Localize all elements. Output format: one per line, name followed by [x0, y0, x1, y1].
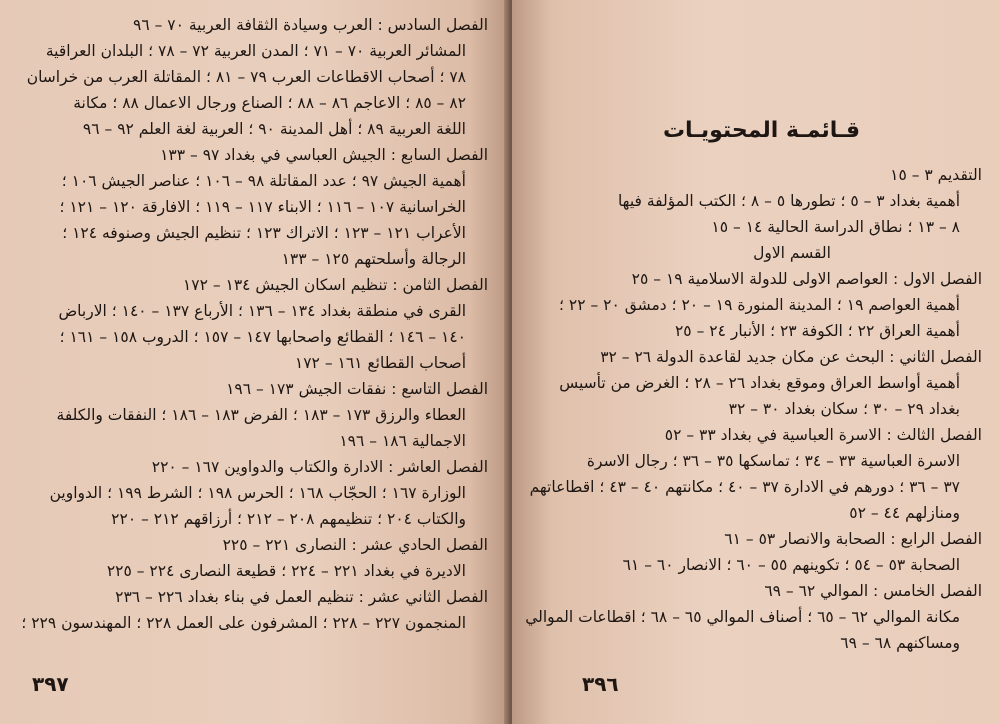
contents-list-right: [525, 162, 982, 656]
contents-line: الاجمالية ١٨٦ – ١٩٦: [339, 432, 466, 450]
chapter-heading: الفصل الخامس : الموالي ٦٢ – ٦٩: [764, 582, 982, 600]
contents-line: الاديرة في بغداد ٢٢١ – ٢٢٤ ؛ قطيعة النصارى ٢٢٤ – ٢٢٥: [106, 562, 466, 580]
chapter-heading: الفصل الاول : العواصم الاولى للدولة الاسلامية ١٩ – ٢٥: [631, 270, 982, 288]
contents-line: بغداد ٢٩ – ٣٠ ؛ سكان بغداد ٣٠ – ٣٢: [728, 400, 960, 418]
contents-line: ومساكنهم ٦٨ – ٦٩: [840, 634, 960, 652]
contents-line: أهمية العراق ٢٢ ؛ الكوفة ٢٣ ؛ الأنبار ٢٤ – ٢٥: [674, 322, 960, 340]
chapter-heading: الفصل الثالث : الاسرة العباسية في بغداد ٣٣ – ٥٢: [664, 426, 982, 444]
chapter-heading: الفصل العاشر : الادارة والكتاب والدواوين ١٦٧ – ٢٢٠: [151, 458, 488, 476]
right-page: [512, 0, 1000, 724]
contents-line: الرجالة وأسلحتهم ١٢٥ – ١٣٣: [281, 250, 466, 268]
contents-line: الخراسانية ١٠٧ – ١١٦ ؛ الابناء ١١٧ – ١١٩ ؛ الافارقة ١٢٠ – ١٢١ ؛: [59, 198, 466, 216]
contents-line: أهمية الجيش ٩٧ ؛ عدد المقاتلة ٩٨ – ١٠٦ ؛ عناصر الجيش ١٠٦ ؛: [61, 172, 466, 190]
contents-line: أهمية بغداد ٣ – ٥ ؛ تطورها ٥ – ٨ ؛ الكتب المؤلفة فيها: [617, 192, 960, 210]
contents-line: الأعراب ١٢١ – ١٢٣ ؛ الاتراك ١٢٣ ؛ تنظيم الجيش وصنوفه ١٢٤ ؛: [62, 224, 466, 242]
chapter-heading: الفصل السابع : الجيش العباسي في بغداد ٩٧ – ١٣٣: [160, 146, 488, 164]
contents-line: ومنازلهم ٤٤ – ٥٢: [849, 504, 960, 522]
chapter-heading: الفصل الثامن : تنظيم اسكان الجيش ١٣٤ – ١٧٢: [182, 276, 488, 294]
page-title: قـائمـة المحتويـات: [662, 118, 860, 143]
chapter-heading: الفصل السادس : العرب وسيادة الثقافة العربية ٧٠ – ٩٦: [133, 16, 488, 34]
chapter-heading: التقديم ٣ – ١٥: [890, 166, 982, 184]
contents-line: مكانة الموالي ٦٢ – ٦٥ ؛ أصناف الموالي ٦٥ – ٦٨ ؛ اقطاعات الموالي: [525, 608, 960, 626]
contents-line: الاسرة العباسية ٣٣ – ٣٤ ؛ تماسكها ٣٥ – ٣٦ ؛ رجال الاسرة: [586, 452, 960, 470]
section-heading: القسم الاول: [753, 244, 831, 262]
contents-line: والكتاب ٢٠٤ ؛ تنظيمهم ٢٠٨ – ٢١٢ ؛ أرزاقهم ٢١٢ – ٢٢٠: [111, 510, 466, 528]
contents-list-left: [21, 12, 488, 636]
chapter-heading: الفصل الثاني عشر : تنظيم العمل في بناء بغداد ٢٢٦ – ٢٣٦: [115, 588, 488, 606]
contents-line: ٧٨ ؛ أصحاب الاقطاعات العرب ٧٩ – ٨١ ؛ المقاتلة العرب من خراسان: [26, 68, 466, 86]
contents-line: العطاء والرزق ١٧٣ – ١٨٣ ؛ الفرض ١٨٣ – ١٨٦ ؛ النفقات والكلفة: [56, 406, 466, 424]
contents-line: أصحاب القطائع ١٦١ – ١٧٢: [294, 354, 466, 372]
contents-line: الصحابة ٥٣ – ٥٤ ؛ تكوينهم ٥٥ – ٦٠ ؛ الانصار ٦٠ – ٦١: [622, 556, 960, 574]
contents-line: ٨٢ – ٨٥ ؛ الاعاجم ٨٦ – ٨٨ ؛ الصناع ورجال الاعمال ٨٨ ؛ مكانة: [73, 94, 466, 112]
chapter-heading: الفصل التاسع : نفقات الجيش ١٧٣ – ١٩٦: [226, 380, 488, 398]
contents-line: القرى في منطقة بغداد ١٣٤ – ١٣٦ ؛ الأرباع ١٣٧ – ١٤٠ ؛ الارباض: [58, 302, 466, 320]
chapter-heading: الفصل الثاني : البحث عن مكان جديد لقاعدة الدولة ٢٦ – ٣٢: [600, 348, 982, 366]
chapter-heading: الفصل الحادي عشر : النصارى ٢٢١ – ٢٢٥: [222, 536, 488, 554]
page-number: ٣٩٧: [32, 672, 69, 696]
contents-line: أهمية العواصم ١٩ ؛ المدينة المنورة ١٩ – ٢٠ ؛ دمشق ٢٠ – ٢٢ ؛: [559, 296, 960, 314]
chapter-heading: الفصل الرابع : الصحابة والانصار ٥٣ – ٦١: [724, 530, 982, 548]
page-number: ٣٩٦: [582, 672, 619, 696]
contents-line: المشائر العربية ٧٠ – ٧١ ؛ المدن العربية ٧٢ – ٧٨ ؛ البلدان العراقية: [45, 42, 466, 60]
contents-line: الوزارة ١٦٧ ؛ الحجّاب ١٦٨ ؛ الحرس ١٩٨ ؛ الشرط ١٩٩ ؛ الدواوين: [49, 484, 466, 502]
contents-line: أهمية أواسط العراق وموقع بغداد ٢٦ – ٢٨ ؛ الغرض من تأسيس: [559, 374, 960, 392]
contents-line: المنجمون ٢٢٧ – ٢٢٨ ؛ المشرفون على العمل ٢٢٨ ؛ المهندسون ٢٢٩ ؛: [21, 614, 466, 632]
contents-line: ١٤٠ – ١٤٦ ؛ القطائع واصحابها ١٤٧ – ١٥٧ ؛ الدروب ١٥٨ – ١٦١ ؛: [59, 328, 466, 346]
contents-line: ٣٧ – ٣٦ ؛ دورهم في الادارة ٣٧ – ٤٠ ؛ مكانتهم ٤٠ – ٤٣ ؛ اقطاعاتهم: [529, 478, 960, 496]
contents-line: اللغة العربية ٨٩ ؛ أهل المدينة ٩٠ ؛ العربية لغة العلم ٩٢ – ٩٦: [82, 120, 466, 138]
contents-line: ٨ – ١٣ ؛ نطاق الدراسة الحالية ١٤ – ١٥: [711, 218, 960, 236]
